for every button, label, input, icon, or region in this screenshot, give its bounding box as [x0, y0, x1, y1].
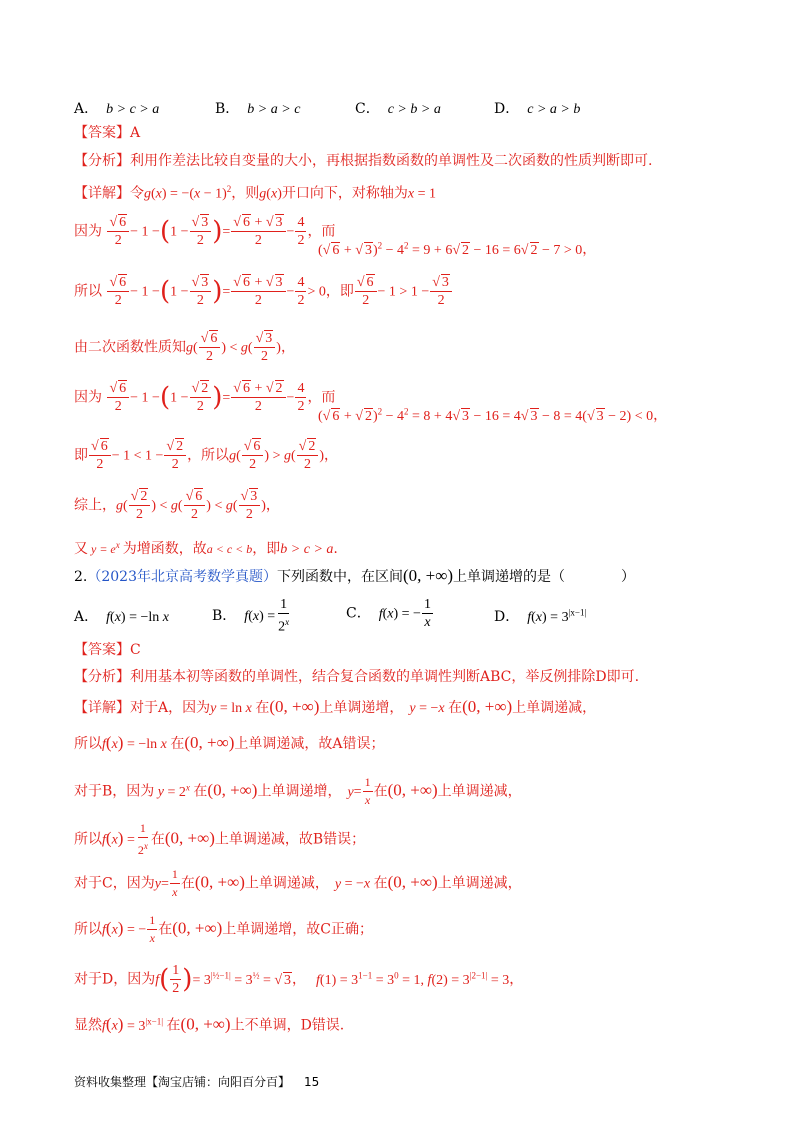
q1-detail-line5: 因为 $\frac{√ 6}{2}$ − 1 −(1 − $\frac{√ 2}{2}$ )= $\frac{√ 6 + √ 2}{2}$ − $\frac{4}{2}$ ，而 [74, 381, 336, 414]
page-footer: 资料收集整理【淘宝店铺：向阳百分百】 15 [74, 1075, 320, 1089]
q2-option-a: A． f(x) = −ln x [74, 609, 169, 625]
q1-detail-line4: 由二次函数性质知g( $\frac{√ 6}{2}$ ) < g( $\frac{√ 3}{2}$ )， [74, 331, 295, 364]
q1-option-c: C． c > b > a [355, 101, 441, 117]
q2-detail-line2: 所以f(x) = −ln x 在(0, +∞)上单调递减，故A错误； [74, 733, 385, 752]
q1-detail-line1: 【详解】令$g(x) = -(x - 1)^2$，则g(x)开口向下，对称轴为x = 1 [74, 184, 436, 202]
q1-detail-line2: 因为 $\frac{√ 6}{2}$ − 1 −(1 − $\frac{√ 3}{2}$ )= $\frac{√ 6 + √ 3}{2}$ − $\frac{4}{2}$ ，而 [74, 215, 336, 248]
q2-option-d: D． $f(x) = 3^{|x-1|}$ [494, 607, 587, 625]
q1-detail-line7: 综上，g( $\frac{√ 2}{2}$ ) < g( $\frac{√ 6}{2}$ ) < g( $\frac{√ 3}{2}$ )， [74, 489, 280, 522]
q1-detail-line5b: (√ 6 + √ $2)^2 - 4^2 = 8 + 4√$ 3 − 16 = 4√ 3 − 8 = 4(√ 3 − 2) < 0， [318, 406, 668, 424]
q1-answer: 【答案】A [74, 125, 141, 141]
q1-detail-line2b: (√ 6 + √ $3)^2 - 4^2 = 9 + 6√$ 2 − 16 = 6√ 2 − 7 > 0， [318, 240, 597, 258]
q2-stem: 2.（2023年北京高考数学真题）下列函数中，在区间(0, +∞)上单调递增的是（ ） [74, 566, 636, 585]
q1-analysis: 【分析】利用作差法比较自变量的大小，再根据指数函数的单调性及二次函数的性质判断即可. [74, 153, 653, 169]
q2-detail-line3: 对于B，因为 $y = 2^x$ 在(0, +∞)上单调递增， y= $\frac{1}{x}$ 在(0, +∞)上单调递减， [74, 775, 522, 807]
q1-detail-line6: 即 $\frac{√ 6}{2}$ − 1 < 1 − $\frac{√ 2}{2}$ ，所以g( $\frac{√ 6}{2}$ ) > g( $\frac{√ 2}{2}$ )， [74, 439, 339, 472]
q2-option-c: C． f(x) = − $\frac{1}{x}$ [346, 597, 431, 630]
q2-detail-line5: 对于C，因为y= $\frac{1}{x}$ 在(0, +∞)上单调递减， y = −x 在(0, +∞)上单调递减， [74, 867, 522, 899]
q2-analysis: 【分析】利用基本初等函数的单调性，结合复合函数的单调性判断ABC，举反例排除D即可. [74, 669, 640, 685]
q1-option-a: A． b > c > a [74, 101, 160, 117]
q2-detail-line4: 所以f(x) = $\frac{1}{2^x}$ 在(0, +∞)上单调递减，故B错误； [74, 821, 366, 857]
q2-detail-line1: 【详解】对于A，因为y = ln x 在(0, +∞)上单调递增， y = −x 在(0, +∞)上单调递减， [74, 697, 597, 716]
q2-detail-line7: 对于D，因为f( $\frac{1}{2}$ )= $3^{|\frac{1}{2}-1|} = 3^{\frac{1}{2}}$ = √ 3， $f(1) = 3^{1-1} = 3^0 = 1$, $f(2) = 3^{|2-1|} = 3$， [74, 963, 524, 996]
q1-option-b: B． b > a > c [215, 101, 301, 117]
q2-option-b: B． f(x) = $\frac{1}{2^x}$ [212, 597, 290, 635]
q1-detail-line8: 又 $y = e^x$ 为增函数，故a < c < b，即b > c > a. [74, 540, 338, 557]
q2-answer: 【答案】C [74, 642, 141, 658]
q1-option-d: D． c > a > b [494, 101, 581, 117]
q2-detail-line8: 显然$f(x) = 3^{|x-1|}$ 在(0, +∞)上不单调，D错误. [74, 1014, 345, 1034]
q1-detail-line3: 所以 $\frac{√ 6}{2}$ − 1 −(1 − $\frac{√ 3}{2}$ )= $\frac{√ 6 + √ 3}{2}$ − $\frac{4}{2}$ > 0，即 $\frac{√ 6}{2}$ − 1 > 1 − $\frac{√ 3}{2}$ [74, 274, 453, 309]
q2-detail-line6: 所以f(x) = − $\frac{1}{x}$ 在(0, +∞)上单调递增，故C正确； [74, 913, 373, 945]
